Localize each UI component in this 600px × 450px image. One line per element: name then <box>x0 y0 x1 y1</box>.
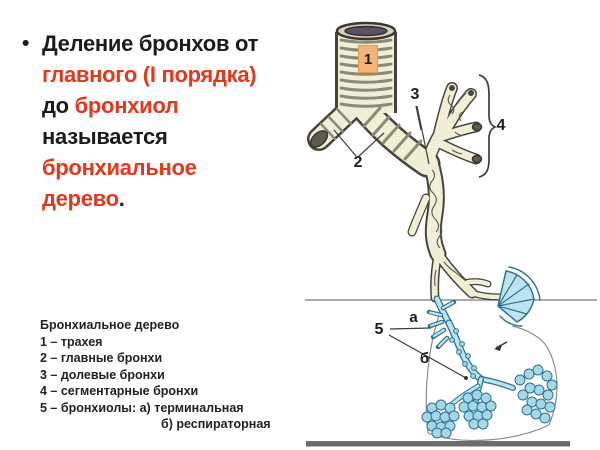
trachea-and-bronchi <box>308 23 499 298</box>
segmental-opening-1 <box>473 124 482 131</box>
airflow-arrow <box>496 342 507 348</box>
legend-item-4: 4 – сегментарные бронхи <box>40 384 199 398</box>
trachea-opening <box>337 23 395 39</box>
alveoli-cluster-middle <box>459 390 496 429</box>
bottom-bar <box>306 441 570 447</box>
alveoli-cluster-right <box>515 365 557 423</box>
text-segment: . <box>118 186 125 211</box>
segmental-tip <box>449 85 455 91</box>
figure-label-a: а <box>409 309 418 326</box>
legend-item-3: 3 – долевые бронхи <box>40 367 165 382</box>
text-segment: бронхиальное <box>42 155 197 180</box>
alveolar-fan <box>498 267 540 326</box>
legend-item-5b: б) респираторная <box>161 417 271 431</box>
airflow-arrowhead <box>494 345 502 351</box>
text-segment: бронхиол <box>74 93 179 118</box>
figure-label-5: 5 <box>374 321 384 338</box>
legend-item-5: 5 – бронхиолы: а) терминальная <box>40 400 244 415</box>
figure-label-3: 3 <box>410 86 420 103</box>
segmental-opening-2 <box>473 156 482 163</box>
segmental-tip <box>468 90 474 96</box>
text-segment: до <box>42 93 75 118</box>
figure-label-b: б <box>419 350 430 367</box>
bronchiole-tree <box>422 299 557 438</box>
text-segment: Деление бронхов от <box>42 31 259 56</box>
figure-label-2: 2 <box>353 154 363 171</box>
legend-item-1: 1 – трахея <box>40 334 103 349</box>
figure-label-4: 4 <box>496 117 506 134</box>
text-segment: главного (I порядка) <box>42 62 257 87</box>
text-segment: дерево <box>42 186 119 211</box>
bullet-marker: • <box>22 32 30 55</box>
legend-item-2: 2 – главные бронхи <box>40 351 163 365</box>
text-segment: называется <box>42 124 168 149</box>
legend-title: Бронхиальное дерево <box>40 318 180 332</box>
figure-label-1: 1 <box>358 45 378 73</box>
